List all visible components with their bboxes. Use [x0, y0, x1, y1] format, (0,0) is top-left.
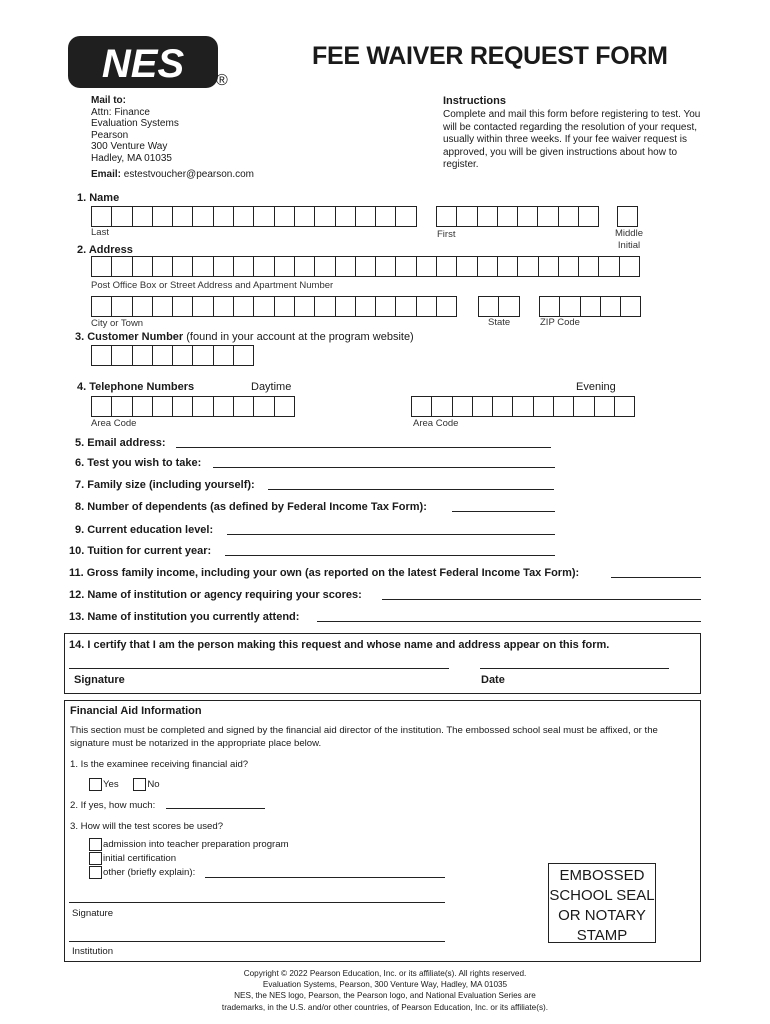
char-box[interactable]: [538, 206, 558, 227]
instructions-heading: Instructions: [443, 95, 506, 107]
char-box[interactable]: [275, 206, 295, 227]
char-box[interactable]: [315, 206, 335, 227]
char-box[interactable]: [534, 396, 554, 417]
certification-text: 14. I certify that I am the person making this request and whose name and address appear on this form.: [69, 639, 610, 651]
char-box[interactable]: [173, 396, 193, 417]
char-box[interactable]: [417, 256, 437, 277]
page-title: FEE WAIVER REQUEST FORM: [312, 42, 668, 70]
char-box[interactable]: [437, 206, 457, 227]
evening-phone-boxes[interactable]: [411, 396, 635, 417]
char-box[interactable]: [559, 206, 579, 227]
char-box[interactable]: [601, 296, 621, 317]
char-box[interactable]: [315, 256, 335, 277]
institution-requiring-label: 12. Name of institution or agency requiring your scores:: [69, 589, 362, 601]
email-label: Email:: [91, 169, 122, 180]
char-box[interactable]: [275, 256, 295, 277]
char-box[interactable]: [560, 296, 580, 317]
char-box[interactable]: [621, 296, 641, 317]
usage-option-certification[interactable]: [89, 852, 289, 866]
yes-no-row: [89, 778, 160, 791]
char-box[interactable]: [453, 396, 473, 417]
char-box[interactable]: [133, 296, 153, 317]
char-box[interactable]: [615, 396, 635, 417]
char-box[interactable]: [112, 396, 132, 417]
customer-number-boxes[interactable]: [91, 345, 254, 366]
char-box[interactable]: [579, 256, 599, 277]
char-box[interactable]: [254, 396, 274, 417]
financial-aid-intro: This section must be completed and signed by the financial aid director of the institution. The embossed school seal must be affixed, or the signature must be notarized in the appropriate place below.: [70, 725, 658, 749]
logo-text: NES: [101, 42, 185, 86]
footer-line: trademarks, in the U.S. and/or other countries, of Pearson Education, Inc. or its affiliate(s).: [221, 1002, 549, 1012]
char-box[interactable]: [559, 256, 579, 277]
char-box[interactable]: [112, 345, 132, 366]
char-box[interactable]: [173, 206, 193, 227]
how-much-line[interactable]: [166, 808, 265, 809]
char-box[interactable]: [193, 296, 213, 317]
char-box[interactable]: [315, 296, 335, 317]
char-box[interactable]: [214, 345, 234, 366]
aid-signature-caption: Signature: [72, 908, 114, 919]
daytime-caption: Daytime: [251, 381, 292, 393]
email-value[interactable]: estestvoucher@pearson.com: [123, 169, 255, 180]
institution-attending-label: 13. Name of institution you currently attend:: [69, 611, 300, 623]
char-box[interactable]: [234, 396, 254, 417]
char-box[interactable]: [581, 296, 601, 317]
email-line: [91, 169, 254, 180]
city-boxes[interactable]: [91, 296, 457, 317]
certification-label: initial certification: [103, 853, 177, 865]
income-label: 11. Gross family income, including your own (as reported on the latest Federal Income Tax Form):: [69, 567, 580, 579]
income-line[interactable]: [611, 577, 701, 578]
institution-requiring-line[interactable]: [382, 599, 701, 600]
char-box[interactable]: [112, 256, 132, 277]
signature-line[interactable]: [69, 668, 449, 669]
nes-logo: [68, 36, 218, 88]
family-size-label: 7. Family size (including yourself):: [75, 479, 255, 491]
char-box[interactable]: [499, 296, 519, 317]
state-caption: State: [488, 317, 511, 328]
char-box[interactable]: [437, 296, 457, 317]
char-box[interactable]: [396, 296, 416, 317]
usage-option-admission[interactable]: [89, 838, 289, 852]
char-box[interactable]: [473, 396, 493, 417]
char-box[interactable]: [214, 396, 234, 417]
name-label: 1. Name: [77, 192, 120, 204]
char-box[interactable]: [574, 396, 594, 417]
mail-line: Hadley, MA 01035: [91, 152, 172, 164]
middle-caption: Middle Initial: [615, 228, 643, 251]
char-box[interactable]: [153, 296, 173, 317]
char-box[interactable]: [479, 296, 499, 317]
yes-label: Yes: [103, 779, 119, 791]
zip-boxes[interactable]: [539, 296, 641, 317]
admission-checkbox[interactable]: [89, 838, 102, 851]
char-box[interactable]: [92, 296, 112, 317]
customer-number-label: [75, 331, 414, 343]
last-name-boxes[interactable]: [91, 206, 417, 227]
copyright-footer: [0, 968, 770, 1013]
char-box[interactable]: [173, 256, 193, 277]
last-caption: Last: [91, 227, 109, 238]
first-name-boxes[interactable]: [436, 206, 599, 227]
yes-checkbox[interactable]: [89, 778, 102, 791]
tuition-label: 10. Tuition for current year:: [69, 545, 212, 557]
mail-line: Evaluation Systems: [91, 118, 179, 130]
char-box[interactable]: [153, 396, 173, 417]
date-line[interactable]: [480, 668, 669, 669]
char-box[interactable]: [376, 296, 396, 317]
char-box[interactable]: [412, 396, 432, 417]
char-box[interactable]: [133, 206, 153, 227]
footer-line: Evaluation Systems, Pearson, 300 Venture Way, Hadley, MA 01035: [262, 980, 508, 990]
char-box[interactable]: [620, 256, 640, 277]
char-box[interactable]: [254, 296, 274, 317]
char-box[interactable]: [275, 396, 295, 417]
family-size-line[interactable]: [268, 489, 554, 490]
institution-attending-line[interactable]: [317, 621, 701, 622]
char-box[interactable]: [478, 256, 498, 277]
char-box[interactable]: [153, 256, 173, 277]
question-2: 2. If yes, how much:: [70, 800, 156, 811]
dependents-line[interactable]: [452, 511, 555, 512]
char-box[interactable]: [92, 206, 112, 227]
char-box[interactable]: [173, 296, 193, 317]
middle-initial-box[interactable]: [617, 206, 638, 227]
char-box[interactable]: [214, 296, 234, 317]
institution-line[interactable]: [69, 941, 445, 942]
char-box[interactable]: [193, 256, 213, 277]
char-box[interactable]: [193, 206, 213, 227]
char-box[interactable]: [295, 256, 315, 277]
char-box[interactable]: [193, 396, 213, 417]
char-box[interactable]: [275, 296, 295, 317]
test-label: 6. Test you wish to take:: [75, 457, 202, 469]
char-box[interactable]: [376, 256, 396, 277]
tuition-line[interactable]: [225, 555, 555, 556]
no-label: No: [147, 779, 160, 791]
char-box[interactable]: [356, 256, 376, 277]
char-box[interactable]: [554, 396, 574, 417]
other-checkbox[interactable]: [89, 866, 102, 879]
usage-options: [89, 838, 289, 880]
telephone-label: 4. Telephone Numbers: [77, 381, 195, 393]
evening-area-code-caption: Area Code: [413, 418, 459, 429]
char-box[interactable]: [437, 256, 457, 277]
char-box[interactable]: [234, 256, 254, 277]
char-box[interactable]: [518, 256, 538, 277]
email-address-line[interactable]: [176, 447, 551, 448]
char-box[interactable]: [295, 296, 315, 317]
instructions-block: [443, 95, 703, 171]
char-box[interactable]: [254, 206, 274, 227]
other-explain-line[interactable]: [205, 877, 445, 878]
char-box[interactable]: [396, 256, 416, 277]
char-box[interactable]: [493, 396, 513, 417]
financial-aid-heading: Financial Aid Information: [70, 705, 202, 717]
char-box[interactable]: [133, 256, 153, 277]
char-box[interactable]: [457, 206, 477, 227]
char-box[interactable]: [539, 256, 559, 277]
char-box[interactable]: [432, 396, 452, 417]
institution-caption: Institution: [72, 946, 114, 957]
char-box[interactable]: [234, 296, 254, 317]
char-box[interactable]: [92, 345, 112, 366]
daytime-phone-boxes[interactable]: [91, 396, 295, 417]
char-box[interactable]: [112, 206, 132, 227]
char-box[interactable]: [498, 206, 518, 227]
mail-to-block: [91, 95, 179, 165]
char-box[interactable]: [173, 345, 193, 366]
char-box[interactable]: [336, 296, 356, 317]
stamp-line: EMBOSSED: [559, 867, 645, 884]
signature-caption: Signature: [74, 674, 125, 686]
other-label: other (briefly explain):: [103, 867, 196, 879]
char-box[interactable]: [478, 206, 498, 227]
char-box[interactable]: [133, 345, 153, 366]
char-box[interactable]: [518, 206, 538, 227]
aid-signature-line[interactable]: [69, 902, 445, 903]
seal-stamp-box: [548, 863, 656, 943]
evening-caption: Evening: [576, 381, 616, 393]
customer-number-note: (found in your account at the program website): [186, 331, 414, 343]
instructions-text: Complete and mail this form before registering to test. You will be contacted regarding the resolution of your request, usually within three weeks. If your fee waiver request is approved, you will be given instructions about how to register.: [443, 109, 701, 171]
char-box[interactable]: [295, 206, 315, 227]
admission-label: admission into teacher preparation program: [103, 839, 289, 851]
education-level-line[interactable]: [227, 534, 555, 535]
char-box[interactable]: [457, 256, 477, 277]
dependents-label: 8. Number of dependents (as defined by Federal Income Tax Form):: [75, 501, 427, 513]
certification-checkbox[interactable]: [89, 852, 102, 865]
char-box[interactable]: [193, 345, 213, 366]
email-address-label: 5. Email address:: [75, 437, 166, 449]
street-caption: Post Office Box or Street Address and Apartment Number: [91, 280, 334, 291]
char-box[interactable]: [579, 206, 599, 227]
char-box[interactable]: [356, 296, 376, 317]
mail-line: Pearson: [91, 129, 129, 141]
char-box[interactable]: [214, 206, 234, 227]
char-box[interactable]: [234, 206, 254, 227]
customer-number-title: 3. Customer Number: [75, 331, 184, 343]
char-box[interactable]: [376, 206, 396, 227]
city-caption: City or Town: [91, 318, 144, 329]
char-box[interactable]: [540, 296, 560, 317]
char-box[interactable]: [513, 396, 533, 417]
question-1: 1. Is the examinee receiving financial aid?: [70, 759, 249, 770]
char-box[interactable]: [396, 206, 416, 227]
zip-caption: ZIP Code: [540, 317, 580, 328]
char-box[interactable]: [234, 345, 254, 366]
char-box[interactable]: [92, 396, 112, 417]
stamp-line: STAMP: [576, 927, 628, 944]
mail-line: 300 Venture Way: [91, 141, 168, 153]
char-box[interactable]: [417, 296, 437, 317]
char-box[interactable]: [498, 256, 518, 277]
stamp-line: OR NOTARY: [558, 907, 646, 924]
stamp-line: SCHOOL SEAL: [549, 887, 655, 904]
no-checkbox[interactable]: [133, 778, 146, 791]
char-box[interactable]: [214, 256, 234, 277]
address-label: 2. Address: [77, 244, 133, 256]
test-line[interactable]: [213, 467, 555, 468]
state-boxes[interactable]: [478, 296, 520, 317]
char-box[interactable]: [112, 296, 132, 317]
education-level-label: 9. Current education level:: [75, 524, 214, 536]
char-box[interactable]: [618, 206, 638, 227]
question-3: 3. How will the test scores be used?: [70, 821, 224, 832]
date-caption: Date: [481, 674, 505, 686]
char-box[interactable]: [254, 256, 274, 277]
daytime-area-code-caption: Area Code: [91, 418, 137, 429]
char-box[interactable]: [599, 256, 619, 277]
char-box[interactable]: [153, 345, 173, 366]
footer-line: NES, the NES logo, Pearson, the Pearson logo, and National Evaluation Series are: [234, 991, 536, 1001]
char-box[interactable]: [336, 256, 356, 277]
char-box[interactable]: [153, 206, 173, 227]
street-address-boxes[interactable]: [91, 256, 640, 277]
mail-line: Attn: Finance: [91, 106, 150, 118]
mail-heading: Mail to:: [91, 95, 126, 106]
char-box[interactable]: [92, 256, 112, 277]
first-caption: First: [437, 229, 456, 240]
registered-mark: ®: [216, 72, 228, 89]
char-box[interactable]: [595, 396, 615, 417]
char-box[interactable]: [336, 206, 356, 227]
footer-line: Copyright © 2022 Pearson Education, Inc. or its affiliate(s). All rights reserved.: [243, 969, 527, 978]
char-box[interactable]: [133, 396, 153, 417]
char-box[interactable]: [356, 206, 376, 227]
